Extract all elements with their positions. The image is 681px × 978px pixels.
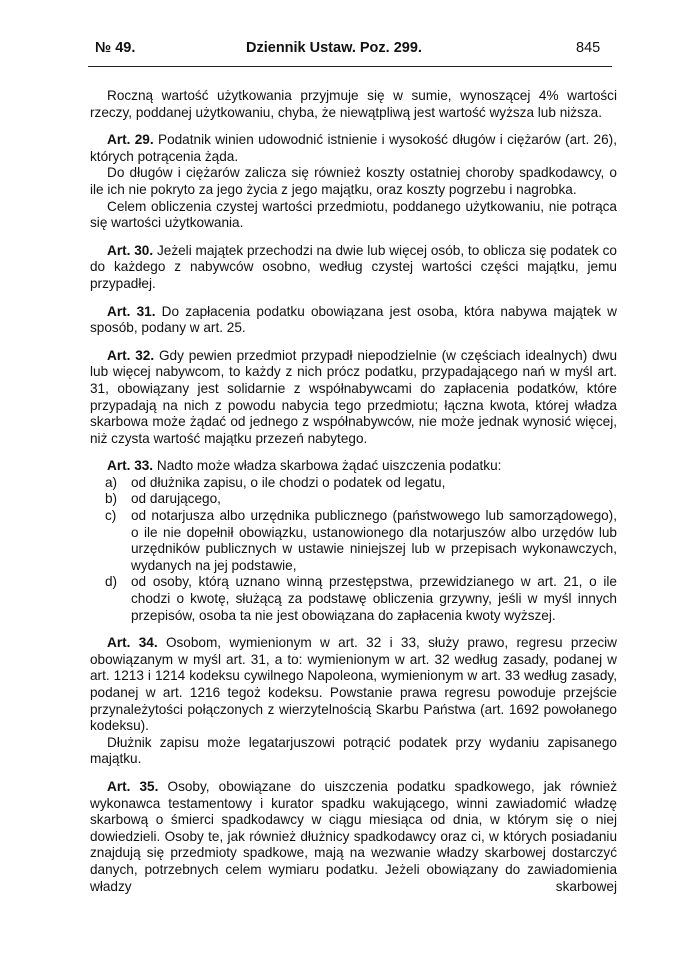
issue-number: № 49.: [95, 40, 136, 56]
article-32: Art. 32. Gdy pewien przedmiot przypadł niepodzielnie (w częściach idealnych) dwu lub więcej nabywcom, to każdy z nich prócz podatku, przypadającego nań w myśl art. 31, obowiązany jest solidarnie z współnabywcami do zapłacenia podatków, które przypadają na nich z powodu nabycia tego przedmiotu; łączna kwota, której władza skarbowa może żądać od jednego z współnabywców, nie może jednak wynosić więcej, niż czysta wartość majątku przezeń nabytego.: [90, 347, 617, 446]
article-33: Art. 33. Nadto może władza skarbowa żądać uiszczenia podatku:: [107, 458, 502, 474]
article-34: Art. 34. Osobom, wymienionym w art. 32 i 33, służy prawo, regresu przeciw obowiązanym w myśl art. 31, a to: wymienionym w art. 32 według zasady, podanej w art. 1213 i 1214 kodeksu cywilnego Napoleona, wymienionym w art. 33 według zasady, podanej w art. 1216 tegoż kodeksu. Powstanie prawa regresu powoduje przejście przynależytości połączonych z wierzytelnością Skarbu Państwa (art. 1692 powołanego kodeksu).: [90, 635, 617, 734]
article-31: Art. 31. Do zapłacenia podatku obowiązana jest osoba, która nabywa majątek w sposób, podany w art. 25.: [90, 303, 617, 336]
header-rule: [88, 66, 612, 67]
article-label: Art. 31.: [107, 303, 156, 319]
article-label: Art. 35.: [107, 778, 159, 794]
article-label: Art. 32.: [107, 347, 155, 363]
article-label: Art. 29.: [107, 132, 154, 148]
article-label: Art. 33.: [107, 458, 154, 474]
article-33-list: [90, 475, 617, 624]
article-35: Art. 35. Osoby, obowiązane do uiszczenia podatku spadkowego, jak również wykonawca testamentowy i kurator spadku wakującego, winni zawiadomić władzę skarbową o śmierci spadkodawcy w ciągu miesiąca od dnia, w którym się o niej dowiedzieli. Osoby te, jak również dłużnicy spadkodawcy oraz ci, w których posiadaniu znajdują się przedmioty spadkowe, mają na wezwanie władzy skarbowej dostarczyć danych, potrzebnych celem wymiaru podatku. Jeżeli obowiązany do zawiadomienia władzy skarbowej: [90, 778, 618, 894]
page-number: 845: [576, 40, 601, 56]
paragraph: Celem obliczenia czystej wartości przedmiotu, poddanego użytkowaniu, nie potrąca się wartości użytkowania.: [90, 198, 617, 231]
list-item: c) od notarjusza albo urzędnika publicznego (państwowego lub samorządowego), o ile nie dopełnił obowiązku, ustanowionego dla notarjuszów albo urzędów lub urzędników publicznych w ustawie niniejszej lub w przepisach wykonawczych, wydanych na jej podstawie,: [105, 508, 617, 573]
paragraph: Do długów i ciężarów zalicza się również koszty ostatniej choroby spadkodawcy, o ile ich nie pokryto za jego życia z jego majątku, oraz koszty pogrzebu i nagrobka.: [90, 165, 617, 197]
article-label: Art. 34.: [107, 635, 158, 651]
document-body: [90, 88, 617, 895]
paragraph: Roczną wartość użytkowania przyjmuje się w sumie, wynoszącej 4% wartości rzeczy, poddanej użytkowaniu, chyba, że niewątpliwą jest wartość wyższa lub niższa.: [90, 88, 617, 120]
running-header: [0, 40, 681, 62]
paragraph: Dłużnik zapisu może legatarjuszowi potrącić podatek przy wydaniu zapisanego majątku.: [90, 734, 617, 767]
article-29: Art. 29. Podatnik winien udowodnić istnienie i wysokość długów i ciężarów (art. 26), których potrącenia żąda.: [90, 132, 617, 164]
list-item: b) od darującego,: [105, 491, 221, 507]
list-item: a) od dłużnika zapisu, o ile chodzi o podatek od legatu,: [105, 474, 446, 490]
list-item: d) od osoby, którą uznano winną przestępstwa, przewidzianego w art. 21, o ile chodzi o kwotę, służącą za podstawę obliczenia grzywny, jeśli w myśl innych przepisów, osoba ta nie jest obowiązana do zapłacenia kwoty wyższej.: [105, 574, 617, 623]
article-label: Art. 30.: [107, 242, 154, 258]
journal-title: Dziennik Ustaw. Poz. 299.: [246, 40, 422, 56]
article-30: Art. 30. Jeżeli majątek przechodzi na dwie lub więcej osób, to oblicza się podatek co do każdego z nabywców osobno, według czystej wartości części majątku, jemu przypadłej.: [90, 242, 617, 291]
